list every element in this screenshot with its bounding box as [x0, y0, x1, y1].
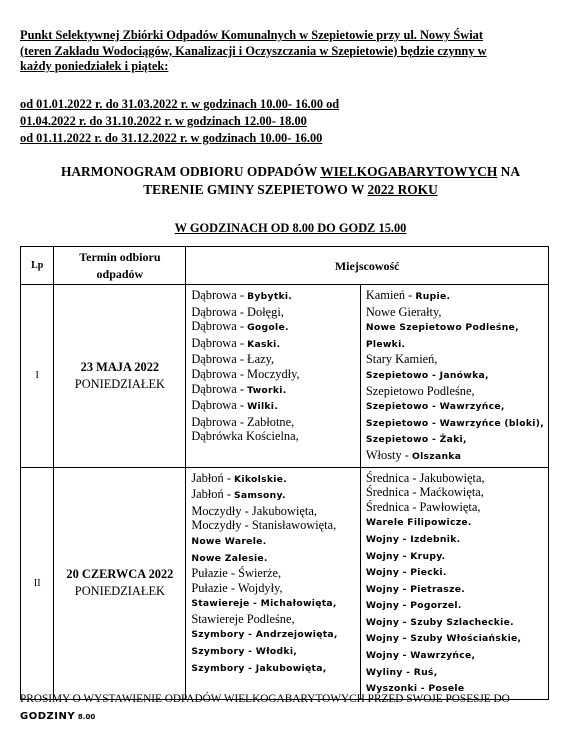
place-text: Pułazie - Świerże,	[191, 566, 282, 581]
place-text: Pułazie - Wojdyły,	[191, 580, 283, 595]
place-text-small: Olszanka	[411, 450, 462, 462]
place-text-small: Wojny - Szuby Włościańskie,	[365, 633, 522, 645]
place-text: Szepietowo Podleśne,	[365, 383, 475, 398]
place-item	[366, 564, 544, 581]
place-text-small: Wojny - Krupy.	[365, 550, 446, 562]
place-item	[191, 415, 356, 430]
place-item	[191, 550, 356, 567]
place-text-small: Kaski.	[247, 338, 281, 350]
place-item	[191, 319, 356, 336]
place-text-small: Wojny - Piecki.	[365, 567, 447, 579]
title-line2-b: 2022 ROKU	[367, 181, 438, 197]
footer-line-1: PROSIMY O WYSTAWIENIE ODPADÓW WIELKOGABARYTOWYCH PRZED SWOJE POSESJE DO	[20, 693, 510, 705]
place-text: Nowe Gierałty,	[365, 304, 442, 319]
place-text-small: Szepietowo - Żaki,	[365, 434, 467, 446]
place-item	[191, 504, 356, 519]
places-column-1	[186, 467, 361, 699]
place-text: Średnica - Pawłowięta,	[365, 499, 481, 514]
hours-period-3: od 01.11.2022 r. do 31.12.2022 r. w godzinach 10.00- 16.00	[20, 131, 323, 145]
title-part-3: NA	[497, 164, 521, 179]
place-item	[191, 626, 356, 643]
intro-line-3: każdy poniedziałek i piątek:	[20, 59, 169, 74]
place-item	[191, 487, 356, 504]
hours-subtitle: W GODZINACH OD 8.00 DO GODZ 15.00	[174, 221, 407, 235]
hours-period-2: 01.04.2022 r. do 31.10.2022 r. w godzinach 12.00- 18.00	[20, 114, 307, 128]
place-item	[366, 630, 544, 647]
row-day: PONIEDZIAŁEK	[74, 584, 165, 599]
place-text: Dąbrowa - Dołęgi,	[191, 304, 284, 319]
row-date: 23 MAJA 2022	[80, 359, 160, 374]
header-place: Miejscowość	[186, 247, 549, 285]
place-item	[366, 614, 544, 631]
place-item	[366, 431, 544, 448]
place-item	[191, 595, 356, 612]
place-item	[366, 597, 544, 614]
table-header-row	[21, 247, 549, 285]
place-item	[366, 647, 544, 664]
place-text-small: Wojny - Pogorzel.	[365, 600, 462, 612]
header-term-line-2: odpadów	[96, 266, 144, 281]
place-text: Jabłoń -	[191, 470, 234, 485]
place-item	[366, 319, 544, 336]
places-column-2	[360, 285, 548, 468]
place-text-small: Bybytki.	[247, 291, 293, 302]
place-text: Stary Kamień,	[365, 352, 438, 367]
place-text: Dąbrowa - Moczydły,	[191, 366, 300, 381]
place-text-small: Szepietowo - Janówka,	[365, 369, 489, 381]
table-row	[21, 285, 549, 468]
place-text-small: Wojny - Izdebnik.	[365, 533, 461, 545]
place-item	[366, 352, 544, 367]
place-text-small: Szepietowo - Wawrzyńce (bloki),	[365, 417, 544, 429]
place-text: Dąbrowa - Zabłotne,	[191, 414, 295, 429]
place-item	[191, 398, 356, 415]
place-text: Dąbrowa -	[191, 288, 248, 302]
place-text-small: Samsony.	[234, 490, 286, 502]
place-item	[366, 485, 544, 500]
place-item	[191, 643, 356, 660]
place-item	[366, 664, 544, 681]
row-term	[54, 467, 186, 699]
place-item	[366, 336, 544, 353]
intro-line-1: Punkt Selektywnej Zbiórki Odpadów Komunalnych w Szepietowie przy ul. Nowy Świat	[20, 28, 483, 42]
place-item	[366, 398, 544, 415]
place-text-small: Nowe Warele.	[191, 535, 267, 547]
place-text: Moczydły - Jakubowięta,	[191, 503, 317, 518]
place-item	[366, 471, 544, 486]
place-text: Moczydły - Stanisławowięta,	[191, 518, 337, 533]
place-text: Włosty -	[365, 447, 412, 462]
place-item	[191, 612, 356, 627]
row-lp: I	[21, 285, 54, 468]
place-text-small: Szymbory - Jakubowięta,	[191, 662, 327, 674]
place-text-small: Wyliny - Ruś,	[365, 666, 438, 678]
place-item	[366, 581, 544, 598]
row-term	[54, 285, 186, 468]
place-text-small: Rupie.	[415, 291, 451, 302]
place-text-small: Warele Filipowicze.	[365, 517, 472, 529]
place-item	[191, 336, 356, 353]
place-text: Dąbrowa -	[191, 319, 248, 334]
schedule-table	[20, 246, 549, 700]
place-text: Kamień -	[365, 288, 416, 302]
place-item	[366, 288, 544, 305]
row-day: PONIEDZIAŁEK	[74, 376, 165, 391]
place-item	[366, 367, 544, 384]
page-title	[0, 163, 581, 198]
place-text-small: Wojny - Szuby Szlacheckie.	[365, 616, 514, 628]
place-text: Dąbrowa -	[191, 381, 248, 396]
place-text-small: Kikolskie.	[234, 473, 288, 485]
place-text: Dąbrówka Kościelna,	[191, 429, 299, 444]
header-lp: Lp	[21, 247, 54, 285]
place-text-small: Szepietowo - Wawrzyńce,	[365, 401, 505, 413]
place-text-small: Wojny - Wawrzyńce,	[365, 650, 476, 662]
place-item	[366, 448, 544, 465]
place-item	[366, 500, 544, 515]
hours-period-1: od 01.01.2022 r. do 31.03.2022 r. w godzinach 10.00- 16.00 od	[20, 97, 340, 111]
place-item	[191, 305, 356, 320]
place-text: Dąbrowa -	[191, 398, 248, 413]
place-text: Średnica - Maćkowięta,	[365, 485, 484, 500]
place-text: Dąbrowa -	[191, 335, 248, 350]
place-item	[191, 352, 356, 367]
place-item	[366, 514, 544, 531]
place-text-small: Stawiereje - Michałowięta,	[191, 598, 337, 610]
place-text-small: Wojny - Pietrasze.	[365, 583, 466, 595]
place-item	[191, 660, 356, 677]
place-text-small: Szymbory - Andrzejowięta,	[191, 629, 338, 641]
place-item	[366, 415, 544, 432]
place-item	[191, 566, 356, 581]
place-item	[191, 367, 356, 382]
place-text: Jabłoń -	[191, 487, 234, 502]
place-item	[191, 471, 356, 488]
place-text-small: Nowe Szepietowo Podleśne,	[365, 322, 519, 334]
place-item	[366, 305, 544, 320]
header-term-line-1: Termin odbioru	[79, 249, 161, 264]
place-text-small: Plewki.	[365, 338, 406, 350]
place-item	[366, 531, 544, 548]
footer-hour: 8.00	[77, 713, 96, 721]
title-line2-a: TERENIE GMINY SZEPIETOWO W	[143, 181, 368, 197]
place-text-small: Wyszonki - Posele	[365, 683, 465, 695]
opening-hours	[20, 96, 565, 147]
place-item	[191, 288, 356, 305]
place-item	[191, 533, 356, 550]
place-item	[191, 581, 356, 596]
place-text-small: Wilki.	[247, 401, 279, 413]
title-part-1: HARMONOGRAM ODBIORU ODPADÓW	[60, 164, 321, 179]
title-part-2: WIELKOGABARYTOWYCH	[320, 164, 498, 179]
place-item	[366, 548, 544, 565]
place-text-small: Gogole.	[247, 322, 289, 334]
table-row	[21, 467, 549, 699]
header-term	[54, 247, 186, 285]
place-text-small: Nowe Zalesie.	[191, 552, 268, 564]
place-text: Stawiereje Podleśne,	[191, 611, 295, 626]
intro-text	[20, 28, 565, 75]
place-item	[191, 429, 356, 444]
row-date: 20 CZERWCA 2022	[66, 567, 174, 582]
place-item	[366, 384, 544, 399]
footer-note	[20, 691, 570, 726]
place-text: Średnica - Jakubowięta,	[365, 470, 485, 485]
intro-line-2: (teren Zakładu Wodociągów, Kanalizacji i Oczyszczania w Szepietowie) będzie czynny w	[20, 43, 487, 58]
places-column-1	[186, 285, 361, 468]
places-column-2	[360, 467, 548, 699]
place-item	[191, 382, 356, 399]
footer-godziny: GODZINY	[20, 711, 76, 722]
place-text-small: Tworki.	[247, 384, 287, 396]
place-text: Dąbrowa - Łazy,	[191, 352, 275, 367]
place-text-small: Szymbory - Włodki,	[191, 646, 298, 658]
place-item	[191, 518, 356, 533]
row-lp: II	[21, 467, 54, 699]
